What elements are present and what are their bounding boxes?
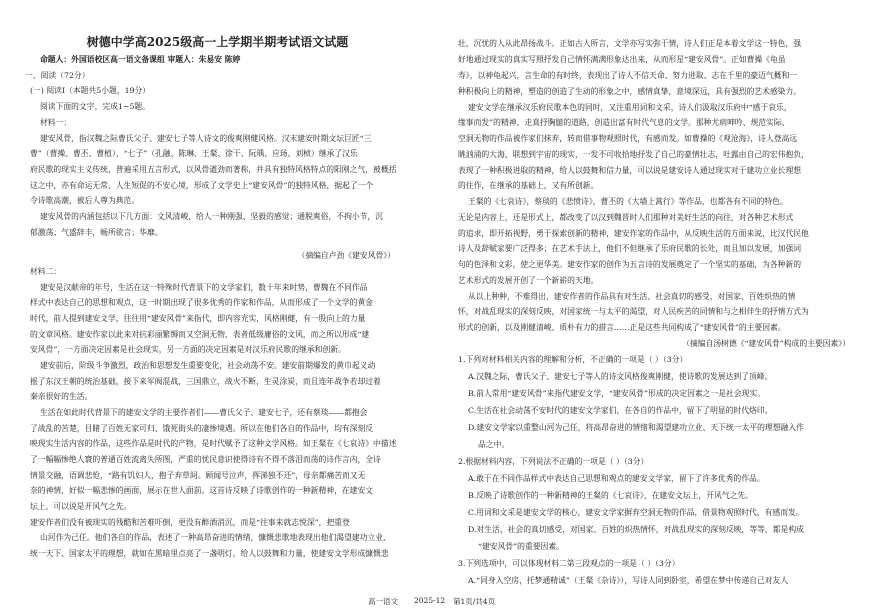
question-1-option: B.前人常用“建安风骨”来指代建安文学，“建安风骨”形成的决定因素之一是社会现实。 [468, 389, 766, 398]
footer-page-number: 第1页/共4页 [453, 597, 496, 606]
material-heading: 材料二： [30, 267, 62, 276]
material-line: 缘事而发”的精神，走真抒胸臆的道路，创造出富有时代气息的文学。那种尤病呻吟、规范实际、 [458, 118, 790, 127]
material-line: 艺术形式的发展开创了一个新崭的天地。 [458, 276, 599, 285]
question-1-stem: 1.下列对材料相关内容的理解和分析，不正确的一项是（ ）（3分） [458, 355, 688, 364]
material-line: 的住作，在继承的基础上，又有所创新。 [458, 181, 599, 190]
material-line: 情景交融，语调悲怆，“路有饥妇人，抱子弃草间。顾闻号泣声，挥涕独不还”，母亲都痛苦而又无 [30, 471, 366, 480]
material-line: 诗人及辞赋家要广泛得多；在艺术手法上，他们不但继承了乐府民歌的长处，而且加以发展，加强词 [458, 244, 802, 253]
material-line: 建安是汉献帝的年号，生活在这一特殊时代背景下的文学家们，数十年来时势，曹魏在不同作品 [40, 283, 368, 292]
material-line: 建安风骨，指汉魏之际曹氏父子、建安七子等人诗文的俊爽刚健风格。汉末建安时期文坛巨匠“三 [40, 134, 372, 143]
page-title: 树德中学高2025级高一上学期半期考试语文试题 [86, 35, 349, 49]
material-line: 种积极向上的精神，塑造的创造了生动的形象之中，感情真挚，意境深远，具有强烈的艺术感染力。 [458, 87, 802, 96]
question-2-option: A.敢于在不同作品样式中表达自己思想和观点的建安文学家，留下了许多优秀的作品。 [468, 474, 765, 483]
question-3-stem: 3.下列选项中，可以体现材料二第三段观点的一项是（ ）（3分） [458, 559, 680, 568]
question-2-option: D.对生活、社会的真切感受，对国家、百姓的炽热情怀，对战乱现实的深刻反映，等等，都是构成 [468, 525, 804, 534]
material-line: 了一幅幅惨绝人寰的普通百姓流离失所图，严重的忧民意识使得诗有不得不落泪而荡的诗作言内，全诗 [30, 455, 381, 464]
material-line: 表现了一种积极进取的精神，给人以鼓舞和信力量，可以说是建安诗人通过现实对于建功立业长理想 [458, 166, 802, 175]
material-line: 令诗歌高潮，被后人尊为典范。 [30, 196, 140, 205]
footer-subject: 高一语文 [368, 597, 398, 606]
material-line: 安风骨”，一方面决定因素是社会现实，另一方面的决定因素是对汉乐府民歌的继承和创新。 [30, 345, 346, 354]
material-line: 空洞无物的作品被作家们抹弃，转而借事物观照时代，有感而发。如曹操的《观沧海》，诗人登高远 [458, 134, 798, 143]
material-line: 眺汹涌的大海，联想到宇宙的现实，一发不可收拾地抒发了自己的豪情壮志，吐露由自己的宏伟抱负， [458, 150, 809, 159]
material-line: 壮、沉忧的人从此昂扬战斗。正如古人所言，文学亦写实弥于情，诗人们正是本着文学这一特色，强 [458, 39, 802, 48]
question-2-stem: 2.根据材料内容，下列说法不正确的一项是（ ）（3分） [458, 457, 649, 466]
material-line: 的文章风格。建安作家以此来对抗彩丽繁缛而又空洞无物、表者低级庸俗的文风，而之所以形成“建 [30, 330, 370, 339]
material-line: 建安风骨的内涵包括以下几方面：文风清峻，给人一种刚强、坚毅的感觉；通脱爽俗，不拘小节，沉 [40, 212, 384, 221]
question-2-option: “建安风骨”的重要因素。 [478, 542, 564, 551]
author-line: 命题人：外国语校区高一语文备课组 审题人：朱易安 陈婷 [40, 55, 241, 64]
material-line: 好地通过现实的真实写照抒发自己情怀满满形象达出来，从而形星“建安风骨”。正如曹操《龟虽 [458, 55, 786, 64]
material-line: 山河作为己任。他们各自的作品，表述了一种高昂奋进的情绪，慷慨悲歌地表现出他们渴望建功立业、 [40, 533, 391, 542]
material-line: 曹”（曹操、曹丕、曹植）、“七子”（孔融、陈琳、王粲、徐干、阮瑀、应玚、刘桢）继承了汉乐 [30, 149, 358, 158]
material-line: 奈的神情，好似一幅悲惨的画面，展示在世人面前。这首诗反映了诗歌创作的一种新精神，在建安文 [30, 486, 374, 495]
material-line: 建安作者们没有被现实的残酷和苦难吓倒，更没有醉酒消沉，而是“往事来就志悦深”，把重登 [30, 518, 350, 527]
material-line: 秦亲很好的生活。 [30, 392, 93, 401]
footer-date: 2025-12 [414, 596, 446, 605]
question-2-option: B.反映了诗歌创作的一种新精神的王粲的《七哀诗》，在建安文坛上，开风气之先。 [468, 491, 753, 500]
material-line: 样式中表达自己的思想和观点，这一时期出现了很多优秀的作家和作品，从而形成了一个文学的黄金 [30, 298, 374, 307]
material-line: (一) 阅读Ⅰ（本题共5小题，19分） [30, 86, 151, 95]
material-line: 建安前后，阶级斗争激烈，政治和思想发生重要变化，社会动荡不安。建安前期爆发的黄巾起义动 [40, 361, 376, 370]
source-citation: （摘编自卢劲《建安风骨》） [297, 251, 395, 260]
material-line: 坛上，可以说是开风气之先。 [30, 502, 132, 511]
material-line: 无论是内容上，还是形式上，都改变了以汉到魏晋时人们那种对美好生活的向往，对各种艺术形式 [458, 213, 794, 222]
question-2-option: C.用词和文采是建安文学的核心，建安文学家摒弃空洞无物的作品，借景物观照时代，有感而发。 [468, 508, 804, 517]
material-line: 映现实生活内容的作品，这些作品是时代的产物，是时代赋予了这种文学风格。如王粲在《七哀诗》中描述 [30, 439, 397, 448]
question-1-option: A.汉魏之际，曹氏父子、建安七子等人的诗文风格俊爽刚健，使诗歌的发展达到了顶峰。 [468, 372, 773, 381]
material-line: 王粲的《七哀诗》，蔡琰的《悲愤诗》，曹丕的《大墙上蒿行》等作品，也都各有不同的特色。 [468, 197, 788, 206]
material-line: 郁激荡；气盛辞丰，畅所欲言；华靡。 [30, 228, 163, 237]
material-line: 生活在如此时代背景下的建安文学的主要作者们——曹氏父子、建安七子，还有蔡琰——都抱会 [40, 408, 368, 417]
material-line: 时代，前人提到建安文学，往往用“建安风骨”来指代，即内容充实，风格刚健，有一股向上的力量 [30, 314, 366, 323]
material-line: 怀，对战乱现实的深刻反映，对国家统一与太平的渴望，对人民疾苦的同情和与之相伴生的抒情方式为 [458, 307, 809, 316]
source-citation: （摘编自汤树德《“建安风骨”构成的主要因素》） [682, 339, 850, 348]
right-column [435, 0, 870, 614]
material-line: 从以上种种，不难得出，建安作者的作品具有对生活、社会真切的感受，对国家、百姓炽热的情 [468, 292, 796, 301]
question-3-option: A.“同身入空房，托梦通精诚”（王粲《杂诗》），写诗人同到卧室，希望在梦中传递自己对友人 [468, 576, 789, 585]
material-line: 寿》，以神龟起兴，言生命的有时终，表现出了诗人不信天命、努力进取、志在千里的豪迈气概和一 [458, 71, 798, 80]
material-line: 统一天下、国家太平的理想，就如在黑暗里点亮了一盏明灯，给人以鼓舞和力量，使建安文学形成慷慨悲 [30, 549, 389, 558]
material-line: 一、阅读（72分） [25, 71, 90, 80]
material-line: 形式的创新，以及刚健清峻、质朴有力的措言……正是这些共同构成了“建安风骨”的主要因素。 [458, 323, 786, 332]
material-line: 这之中，亦有命运无常、人生短促的不安心境，形成了文学史上“建安风骨”的独特风格，据起了一个 [30, 181, 374, 190]
material-line: 摇了东汉王朝的统治基础，接下来军阀混战，三国鼎立，战火不断，生灵涂炭，而且连年战争若却过着 [30, 377, 381, 386]
material-line: 府民歌的现实主义传统，普遍采用五言形式，以风骨遒劲而著称，并具有独特风格特点的阳刚之气，被概括 [30, 165, 397, 174]
material-line: 句的色泽和文彩，使之更华美。建安作家的创作为五言诗的发展奠定了一个坚实的基础，为各种新的 [458, 260, 802, 269]
material-line: 阅读下面的文字，完成1~5题。 [40, 102, 151, 111]
material-line: 的追求，即开拓视野，勇于探索创新的精神，建安作家的作品中，从反映生活的方面来说，比汉代民他 [458, 229, 809, 238]
material-line: 建安文学在继承汉乐府民歌本色的同时，又注重用词和文采，诗人们汲取汉乐府中“感于哀乐， [468, 103, 792, 112]
question-1-option: C.生活在社会动荡不安时代的建安文学家们，在各自的作品中，留下了明显的时代烙印。 [468, 406, 773, 415]
question-1-option: 品之中。 [478, 440, 510, 449]
question-1-option: D.建安文学家以重整山河为己任，将高昂奋进的情绪和渴望建功立业、天下统一太平的理想融入作 [468, 423, 804, 432]
material-heading: 材料一： [40, 118, 72, 127]
material-line: 了战乱的苦楚，目睹了百姓无家可归、饿死街头的凄惨境遇。所以在他们各自的作品中，均有深刻反 [30, 424, 374, 433]
